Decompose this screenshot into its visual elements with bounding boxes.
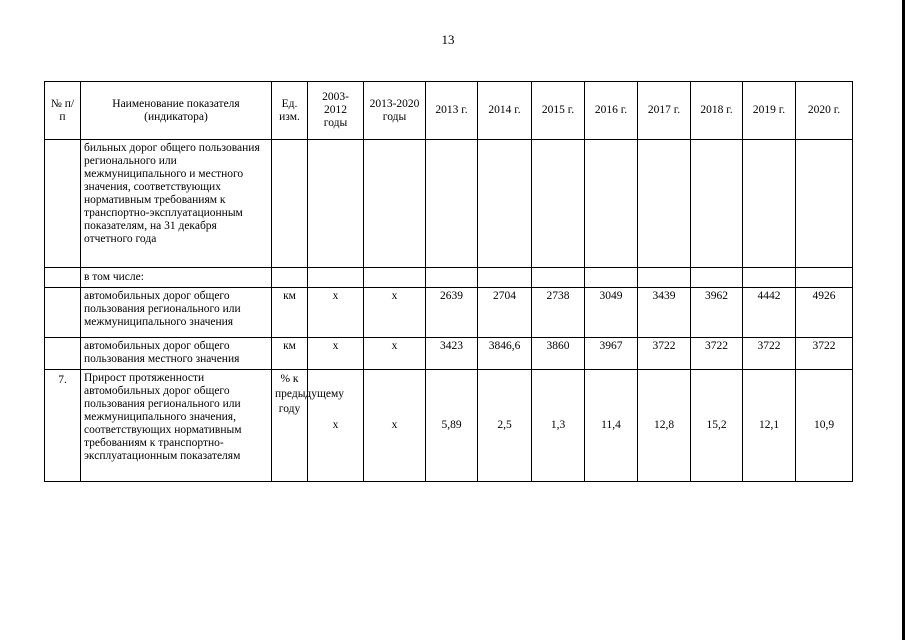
value-2014 xyxy=(478,268,532,288)
header-period-2013-2020: 2013-2020 годы xyxy=(364,82,426,140)
row-period-1 xyxy=(308,140,364,268)
value-2014: 2,5 xyxy=(478,370,532,482)
value-2019 xyxy=(743,140,796,268)
row-num xyxy=(45,268,81,288)
row-name: Прирост протяженности автомобильных дорог общего пользования регионального или межмуниципального значения, соответствующих нормативным требованиям к транспортно-эксплуатационным показателям xyxy=(81,370,272,482)
value-2015 xyxy=(532,140,585,268)
table-row xyxy=(45,268,853,288)
header-2019: 2019 г. xyxy=(743,82,796,140)
header-2014: 2014 г. xyxy=(478,82,532,140)
header-2013: 2013 г. xyxy=(426,82,478,140)
header-2016: 2016 г. xyxy=(585,82,638,140)
header-num: № п/п xyxy=(45,82,81,140)
value-2019 xyxy=(743,268,796,288)
row-period-1: х xyxy=(308,288,364,338)
value-2016 xyxy=(585,268,638,288)
row-num xyxy=(45,140,81,268)
row-name: бильных дорог общего пользования регионального или межмуниципального и местного значения, соответствующих нормативным требованиям к транспортно-эксплуатационным показателям, на 31 декабря отчетного года xyxy=(81,140,272,268)
row-name: в том числе: xyxy=(81,268,272,288)
table-row xyxy=(45,338,853,370)
table-row xyxy=(45,140,853,268)
value-2018 xyxy=(691,140,743,268)
row-period-1 xyxy=(308,268,364,288)
value-2017: 12,8 xyxy=(638,370,691,482)
value-2017 xyxy=(638,268,691,288)
value-2016: 11,4 xyxy=(585,370,638,482)
value-2013: 2639 xyxy=(426,288,478,338)
value-2020: 4926 xyxy=(796,288,853,338)
table-row xyxy=(45,370,853,482)
value-2019: 12,1 xyxy=(743,370,796,482)
value-2019: 3722 xyxy=(743,338,796,370)
value-2018 xyxy=(691,268,743,288)
value-2015 xyxy=(532,268,585,288)
value-2020: 3722 xyxy=(796,338,853,370)
row-period-1: х xyxy=(308,338,364,370)
value-2014: 3846,6 xyxy=(478,338,532,370)
value-2015: 1,3 xyxy=(532,370,585,482)
row-unit xyxy=(272,268,308,288)
row-period-2 xyxy=(364,140,426,268)
header-name: Наименование показателя (индикатора) xyxy=(81,82,272,140)
value-2018: 3962 xyxy=(691,288,743,338)
row-unit: % к предыдущему году xyxy=(272,370,308,482)
value-2017: 3722 xyxy=(638,338,691,370)
value-2020 xyxy=(796,140,853,268)
row-unit xyxy=(272,140,308,268)
row-name: автомобильных дорог общего пользования местного значения xyxy=(81,338,272,370)
value-2014: 2704 xyxy=(478,288,532,338)
value-2014 xyxy=(478,140,532,268)
row-name: автомобильных дорог общего пользования регионального или межмуниципального значения xyxy=(81,288,272,338)
value-2013 xyxy=(426,140,478,268)
table-header-row xyxy=(45,82,853,140)
value-2020 xyxy=(796,268,853,288)
table-row xyxy=(45,288,853,338)
row-unit: км xyxy=(272,288,308,338)
header-2018: 2018 г. xyxy=(691,82,743,140)
value-2018: 15,2 xyxy=(691,370,743,482)
row-period-2: х xyxy=(364,288,426,338)
value-2017 xyxy=(638,140,691,268)
value-2016: 3967 xyxy=(585,338,638,370)
value-2018: 3722 xyxy=(691,338,743,370)
header-period-2003-2012: 2003-2012 годы xyxy=(308,82,364,140)
value-2013: 5,89 xyxy=(426,370,478,482)
value-2015: 3860 xyxy=(532,338,585,370)
indicators-table xyxy=(44,81,853,482)
value-2013 xyxy=(426,268,478,288)
value-2013: 3423 xyxy=(426,338,478,370)
header-2017: 2017 г. xyxy=(638,82,691,140)
value-2017: 3439 xyxy=(638,288,691,338)
row-num: 7. xyxy=(45,370,81,482)
row-period-2: х xyxy=(364,338,426,370)
value-2016 xyxy=(585,140,638,268)
value-2016: 3049 xyxy=(585,288,638,338)
row-period-2: х xyxy=(364,370,426,482)
row-period-1: х xyxy=(308,370,364,482)
row-num xyxy=(45,288,81,338)
header-2015: 2015 г. xyxy=(532,82,585,140)
page-number: 13 xyxy=(441,32,455,47)
value-2020: 10,9 xyxy=(796,370,853,482)
value-2019: 4442 xyxy=(743,288,796,338)
row-unit: км xyxy=(272,338,308,370)
header-2020: 2020 г. xyxy=(796,82,853,140)
header-unit: Ед. изм. xyxy=(272,82,308,140)
row-num xyxy=(45,338,81,370)
value-2015: 2738 xyxy=(532,288,585,338)
row-period-2 xyxy=(364,268,426,288)
